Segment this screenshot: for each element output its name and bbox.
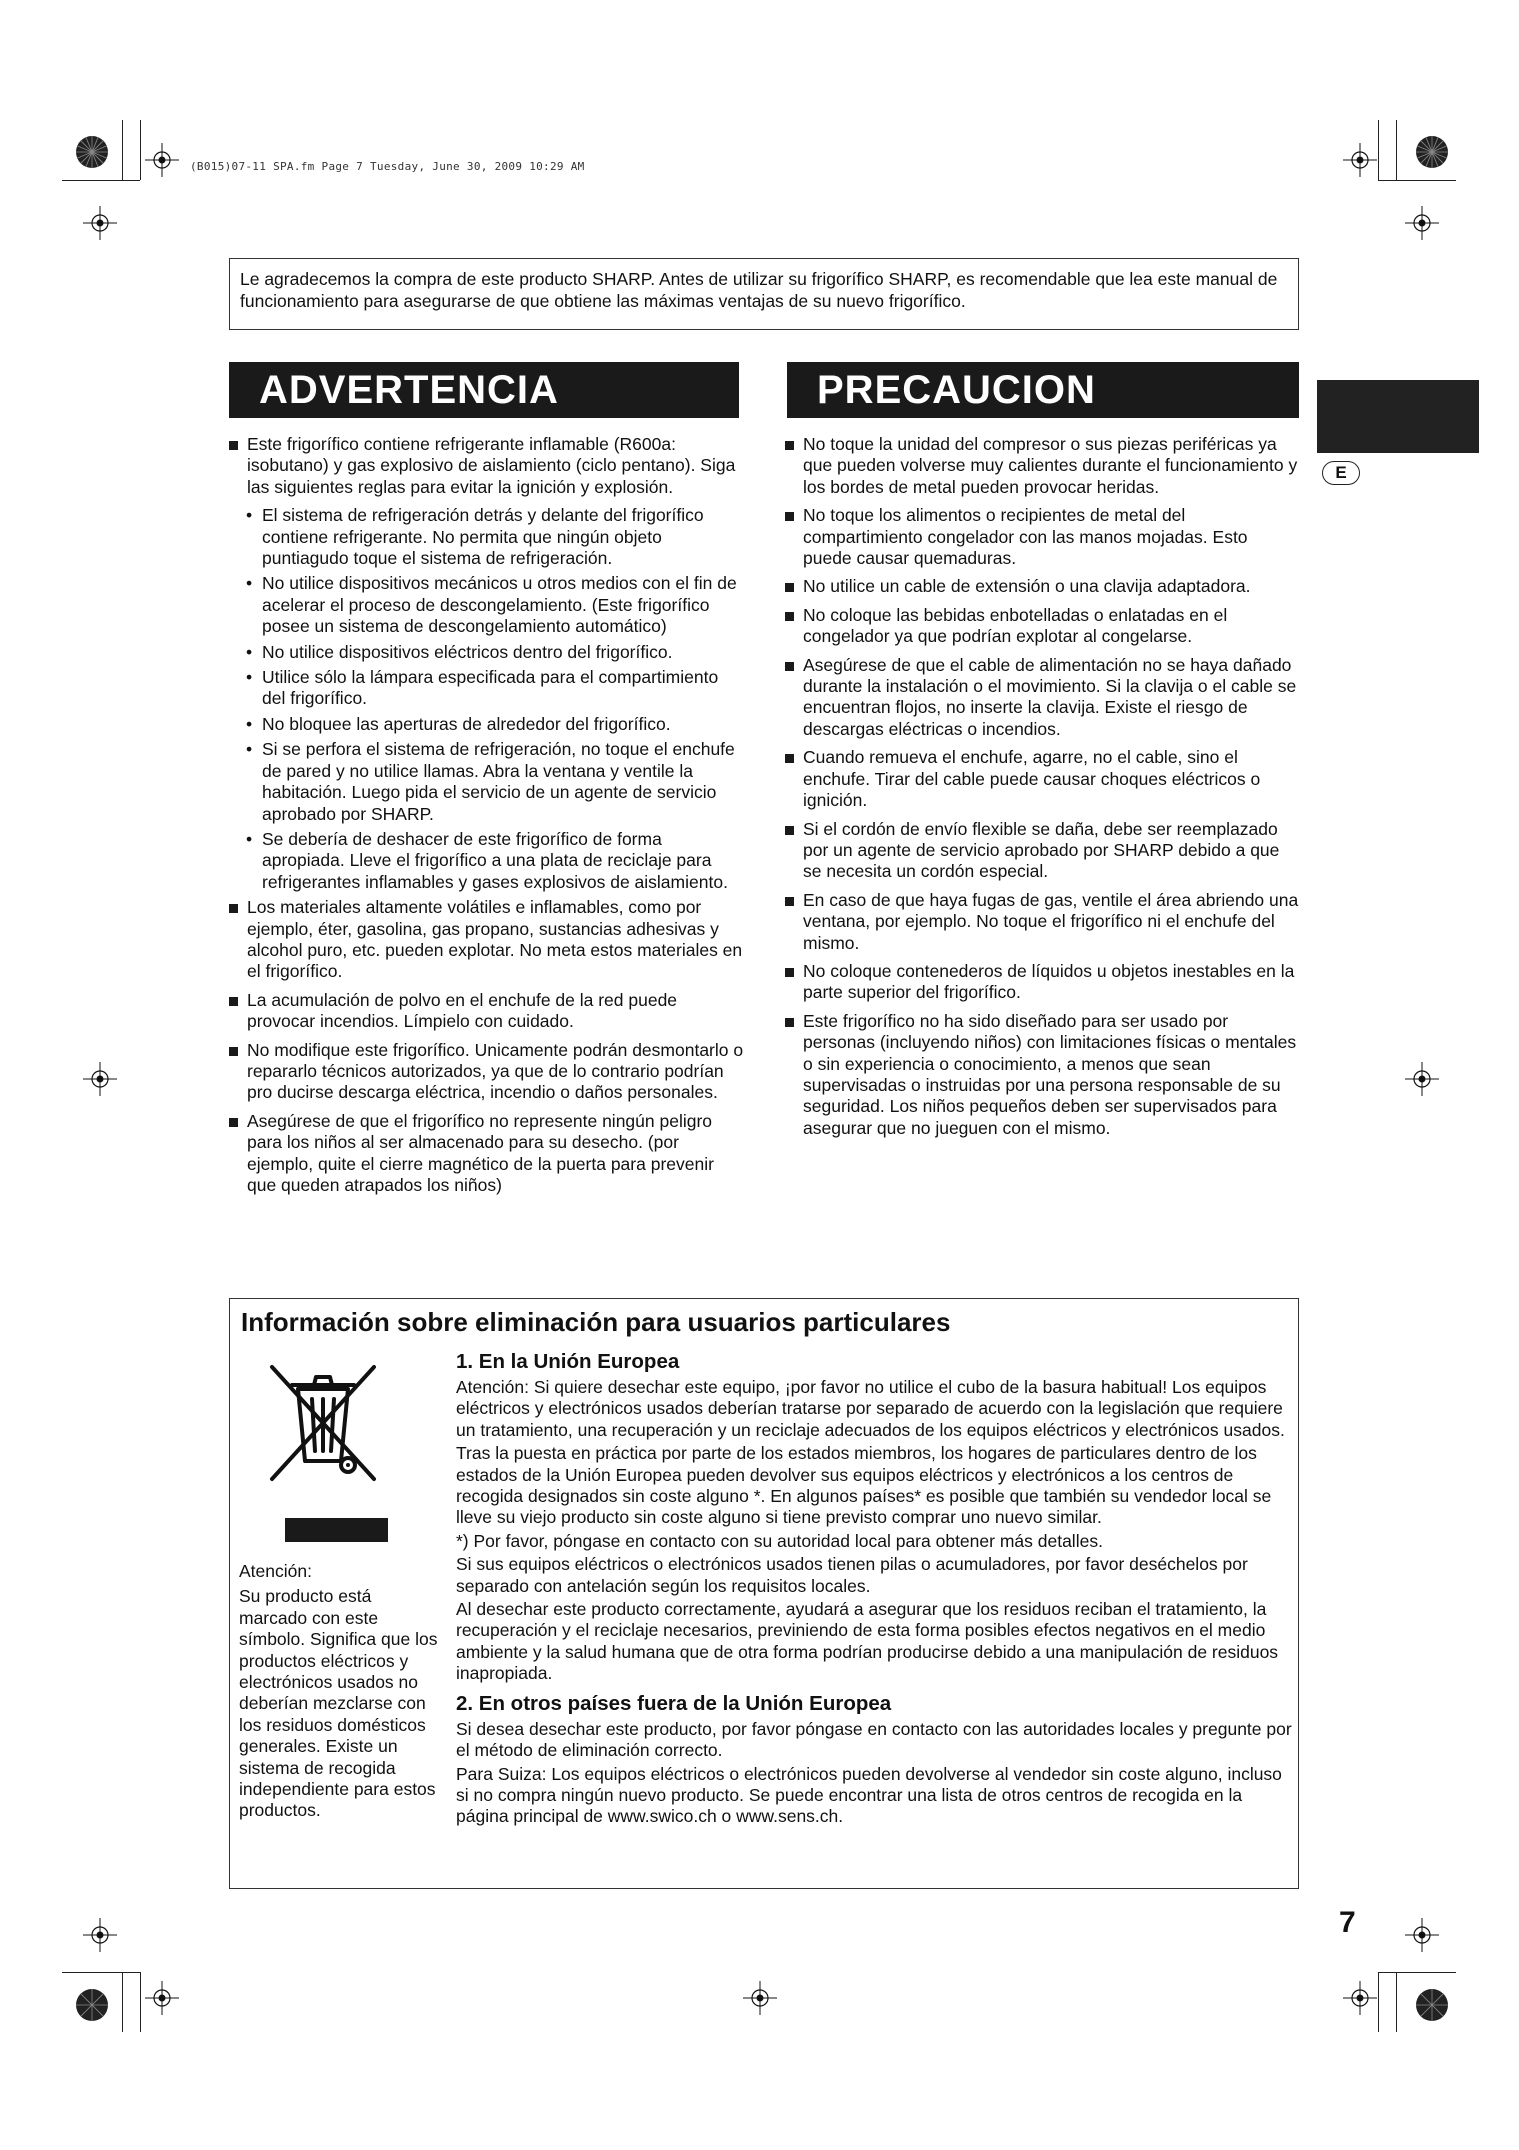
paragraph: Si sus equipos eléctricos o electrónicos usados tienen pilas o acumuladores, por favor deséchelos por separado con antelación según los requisitos locales.: [456, 1554, 1248, 1596]
bullet-dot-icon: •: [246, 573, 253, 594]
warning-banner-rule: [229, 416, 739, 418]
registration-mark-icon: [83, 206, 117, 240]
caution-banner: PRECAUCION: [787, 362, 1299, 416]
caution-item: No coloque contenederos de líquidos u objetos inestables en la parte superior del frigorífico.: [785, 961, 1300, 1004]
intro-box: [229, 258, 1299, 330]
print-header: (B015)07-11 SPA.fm Page 7 Tuesday, June 30, 2009 10:29 AM: [190, 160, 585, 173]
caution-item: En caso de que haya fugas de gas, ventile el área abriendo una ventana, por ejemplo. No toque el frigorífico ni el enchufe del mismo.: [785, 890, 1300, 954]
warning-item: Este frigorífico contiene refrigerante inflamable (R600a: isobutano) y gas explosivo de aislamiento (ciclo pentano). Siga las siguientes reglas para evitar la ignición y explosión.: [229, 434, 744, 498]
registration-mark-icon: [1405, 1062, 1439, 1096]
paragraph: Para Suiza: Los equipos eléctricos o electrónicos pueden devolverse al vendedor sin coste alguno, incluso si no compra ningún nuevo producto. Se puede encontrar una lista de otros centros de recogida en la página principal de www.swico.ch o www.sens.ch.: [456, 1763, 1282, 1827]
registration-mark-icon: [1405, 206, 1439, 240]
bullet-square-icon: [785, 441, 794, 450]
bullet-dot-icon: •: [246, 713, 253, 734]
bullet-square-icon: [229, 441, 238, 450]
disposal-body: [456, 1349, 1292, 1830]
warning-subitem: • Se debería de deshacer de este frigorífico de forma apropiada. Lleve el frigorífico a una plata de reciclaje para refrigerantes inflamables y gases explosivos de aislamiento.: [246, 828, 728, 892]
bullet-square-icon: [785, 512, 794, 521]
registration-mark-icon: [1343, 143, 1377, 177]
caution-item: No utilice un cable de extensión o una clavija adaptadora.: [785, 576, 1300, 597]
warning-list: [229, 434, 744, 1203]
caution-item: Asegúrese de que el cable de alimentación no se haya dañado durante la instalación o el movimiento. Si la clavija o el cable se encuentran flojos, no inserte la clavija. Existe el riesgo de descargas eléctricas o incendios.: [785, 655, 1300, 741]
rosette-mark-icon: [1415, 1988, 1449, 2022]
crossed-out-bin-icon: [268, 1361, 378, 1489]
registration-mark-icon: [1343, 1981, 1377, 2015]
caution-item: No toque los alimentos o recipientes de metal del compartimiento congelador con las manos mojadas. Esto puede causar quemaduras.: [785, 505, 1300, 569]
caution-item: No coloque las bebidas enbotelladas o enlatadas en el congelador ya que podrían explotar al congelarse.: [785, 605, 1300, 648]
bullet-dot-icon: •: [246, 828, 253, 849]
bullet-square-icon: [785, 968, 794, 977]
bullet-square-icon: [785, 583, 794, 592]
bullet-square-icon: [229, 1118, 238, 1127]
disposal-info-box: [229, 1298, 1299, 1889]
warning-item: Asegúrese de que el frigorífico no represente ningún peligro para los niños al ser almacenado para su desecho. (por ejemplo, quite el cierre magnético de la puerta para prevenir que queden atrapados los niños): [229, 1111, 744, 1197]
intro-text: Le agradecemos la compra de este producto SHARP. Antes de utilizar su frigorífico SHARP, es recomendable que lea este manual de funcionamiento para asegurarse de que obtiene las máximas ventajas de su nuevo frigorífico.: [240, 269, 1278, 311]
warning-subitem: • Utilice sólo la lámpara especificada para el compartimiento del frigorífico.: [246, 667, 719, 709]
bullet-square-icon: [785, 826, 794, 835]
bullet-square-icon: [785, 662, 794, 671]
registration-mark-icon: [1405, 1918, 1439, 1952]
paragraph: Atención: Si quiere desechar este equipo, ¡por favor no utilice el cubo de la basura habitual! Los equipos eléctricos y electrónicos usados deberían tratarse por separado de acuerdo con la legislación que requiere un tratamiento, una recuperación y un reciclaje adecuados de los equipos eléctricos y electrónicos usados.: [456, 1377, 1285, 1440]
section-eu-title: 1. En la Unión Europea: [456, 1350, 680, 1373]
paragraph: Al desechar este producto correctamente, ayudará a asegurar que los residuos reciban el tratamiento, la recuperación y el reciclaje necesarios, previniendo de esta forma posibles efectos negativos en el medio ambiente y la salud humana que de otra forma podrían producirse debido a una manipulación de residuos inapropiada.: [456, 1599, 1279, 1684]
warning-subitem: • No utilice dispositivos mecánicos u otros medios con el fin de acelerar el proceso de descongelamiento. (Este frigorífico posee un sistema de descongelamiento automático): [246, 573, 737, 637]
warning-item: Los materiales altamente volátiles e inflamables, como por ejemplo, éter, gasolina, gas propano, sustancias adhesivas y alcohol puro, etc. pueden explotar. No meta estos materiales en el frigorífico.: [229, 897, 744, 983]
caution-item: Cuando remueva el enchufe, agarre, no el cable, sino el enchufe. Tirar del cable puede causar choques eléctricos o ignición.: [785, 747, 1300, 811]
caution-banner-rule: [787, 416, 1299, 418]
bullet-square-icon: [229, 904, 238, 913]
warning-subitem: • No utilice dispositivos eléctricos dentro del frigorífico.: [246, 641, 673, 662]
bullet-dot-icon: •: [246, 505, 253, 526]
caution-item: Este frigorífico no ha sido diseñado para ser usado por personas (incluyendo niños) con limitaciones físicas o mentales o sin experiencia o conocimiento, a menos que sean supervisadas o instruidas por una persona responsable de su seguridad. Los niños pequeños deben ser supervisados para asegurar que no jueguen con el mismo.: [785, 1011, 1300, 1139]
bullet-square-icon: [785, 754, 794, 763]
weee-black-bar: [285, 1518, 388, 1542]
caution-item: No toque la unidad del compresor o sus piezas periféricas ya que pueden volverse muy calientes durante el funcionamiento y los bordes de metal pueden provocar heridas.: [785, 434, 1300, 498]
caution-item: Si el cordón de envío flexible se daña, debe ser reemplazado por un agente de servicio aprobado por SHARP debido a que se necesita un cordón especial.: [785, 819, 1300, 883]
warning-subitem: • Si se perfora el sistema de refrigeración, no toque el enchufe de pared y no utilice llamas. Abra la ventana y ventile la habitación. Luego pida el servicio de un agente de servicio aprobado por SHARP.: [246, 739, 735, 824]
warning-subitem: • El sistema de refrigeración detrás y delante del frigorífico contiene refrigerante. No permita que ningún objeto puntiagudo toque el sistema de refrigeración.: [246, 505, 704, 569]
paragraph: Tras la puesta en práctica por parte de los estados miembros, los hogares de particulares dentro de los estados de la Unión Europea pueden devolver sus equipos eléctricos y electrónicos a los centros de recogida designados sin coste alguno *. En algunos países* es posible que también su vendedor local se lleve su viejo producto sin coste alguno si tiene previsto comprar uno nuevo similar.: [456, 1443, 1272, 1528]
registration-mark-icon: [83, 1918, 117, 1952]
warning-banner: ADVERTENCIA: [229, 362, 739, 416]
bullet-square-icon: [229, 997, 238, 1006]
warning-item: No modifique este frigorífico. Unicamente podrán desmontarlo o repararlo técnicos autorizados, ya que de lo contrario podrían pro ducirse descarga eléctrica, incendio o daños personales.: [229, 1040, 744, 1104]
rosette-mark-icon: [75, 1988, 109, 2022]
warning-item: La acumulación de polvo en el enchufe de la red puede provocar incendios. Límpielo con cuidado.: [229, 990, 744, 1033]
attention-label: Atención:: [239, 1561, 312, 1581]
attention-sidebar: [239, 1561, 439, 1822]
language-tab: [1317, 380, 1479, 453]
bullet-dot-icon: •: [246, 739, 253, 760]
attention-text: Su producto está marcado con este símbolo. Significa que los productos eléctricos y electrónicos usados no deberían mezclarse con los residuos domésticos generales. Existe un sistema de recogida independiente para estos productos.: [239, 1586, 438, 1821]
bullet-dot-icon: •: [246, 667, 253, 688]
registration-mark-icon: [83, 1062, 117, 1096]
page-number: 7: [1339, 1906, 1356, 1939]
bullet-dot-icon: •: [246, 641, 253, 662]
registration-mark-icon: [743, 1981, 777, 2015]
registration-mark-icon: [145, 1981, 179, 2015]
warning-subitem: • No bloquee las aperturas de alrededor del frigorífico.: [246, 713, 671, 734]
paragraph: *) Por favor, póngase en contacto con su autoridad local para obtener más detalles.: [456, 1530, 1103, 1551]
disposal-title: Información sobre eliminación para usuarios particulares: [241, 1307, 951, 1337]
rosette-mark-icon: [1415, 135, 1449, 169]
bullet-square-icon: [785, 1018, 794, 1027]
bullet-square-icon: [785, 612, 794, 621]
bullet-square-icon: [785, 897, 794, 906]
rosette-mark-icon: [75, 135, 109, 169]
paragraph: Si desea desechar este producto, por favor póngase en contacto con las autoridades locales y pregunte por el método de eliminación correcto.: [456, 1718, 1292, 1761]
language-badge: E: [1322, 461, 1360, 485]
bullet-square-icon: [229, 1047, 238, 1056]
caution-list: [785, 434, 1300, 1146]
section-other-countries-title: 2. En otros países fuera de la Unión Europea: [456, 1691, 892, 1715]
registration-mark-icon: [145, 143, 179, 177]
